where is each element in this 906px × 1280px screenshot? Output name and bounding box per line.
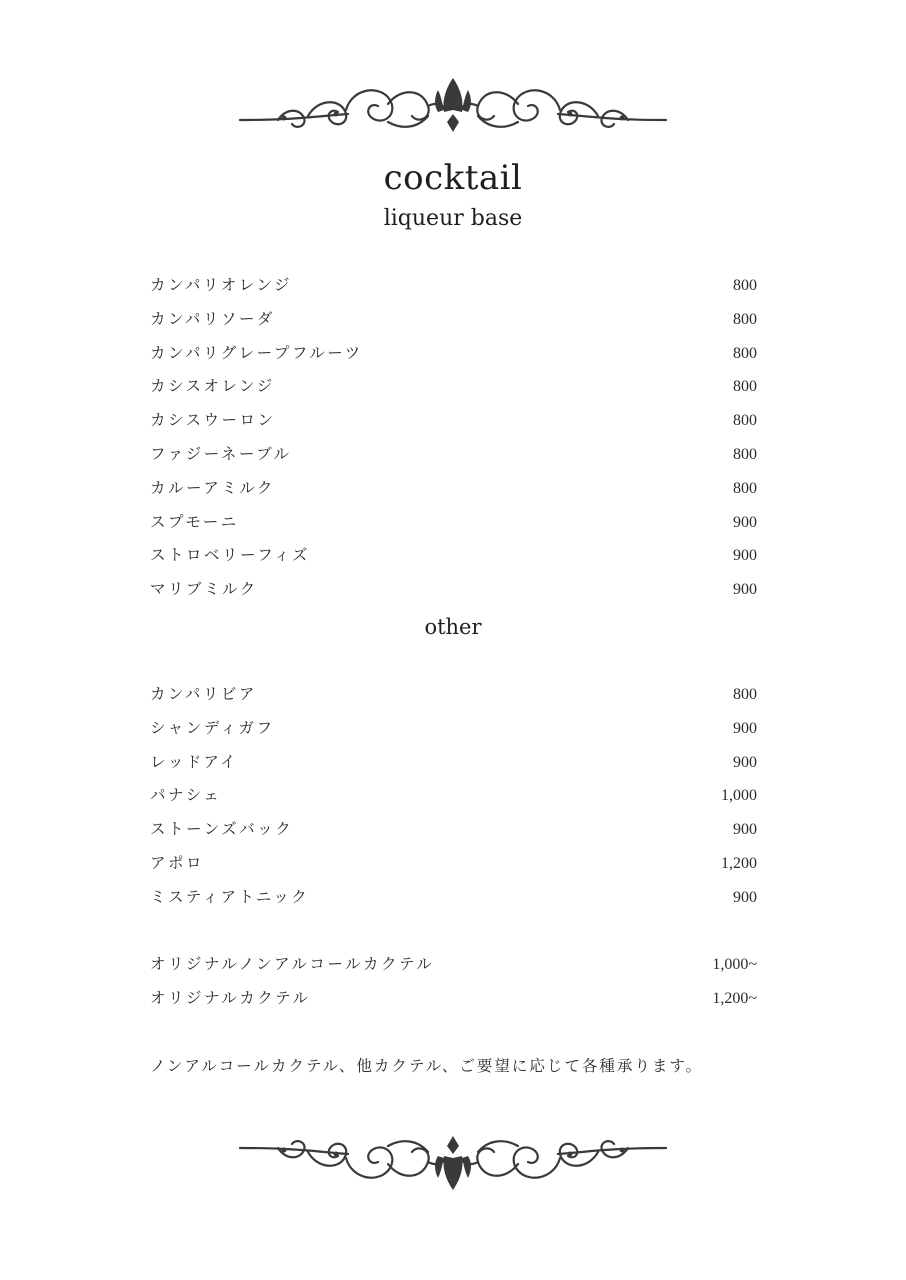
item-name: カシスウーロン (150, 411, 276, 430)
flourish-icon (238, 1128, 668, 1198)
item-price: 900 (733, 753, 757, 771)
list-item (150, 779, 760, 813)
list-item (150, 813, 760, 847)
top-ornament (238, 70, 668, 140)
list-item (150, 881, 760, 915)
item-price: 900 (733, 581, 757, 599)
item-price: 900 (733, 888, 757, 906)
list-item (150, 539, 760, 573)
list-item (150, 746, 760, 780)
item-price: 800 (733, 479, 757, 497)
list-item (150, 472, 760, 506)
item-name: カルーアミルク (150, 478, 275, 497)
list-item (150, 370, 760, 404)
bottom-ornament (238, 1128, 668, 1198)
item-price: 900 (733, 513, 757, 531)
list-item (150, 337, 760, 371)
item-price: 900 (733, 821, 757, 839)
item-name: ミスティアトニック (150, 887, 310, 906)
item-name: マリブミルク (150, 580, 258, 599)
item-name: カンパリソーダ (150, 309, 275, 328)
flourish-icon (238, 70, 668, 140)
other-list (150, 678, 760, 915)
item-price: 900 (733, 547, 757, 565)
item-price: 1,000~ (712, 956, 757, 973)
list-item (150, 303, 760, 337)
list-item (150, 404, 760, 438)
item-name: カンパリビア (150, 685, 257, 703)
item-price: 800 (733, 445, 757, 463)
liqueur-base-list (150, 269, 760, 607)
item-name: オリジナルカクテル (150, 988, 311, 1007)
item-price: 800 (733, 412, 757, 430)
item-name: アポロ (150, 853, 205, 872)
item-name: カシスオレンジ (150, 377, 275, 396)
item-price: 800 (733, 277, 757, 294)
item-name: ストーンズバック (150, 820, 294, 839)
item-name: カンパリグレープフルーツ (150, 343, 363, 362)
list-item (150, 948, 760, 982)
menu-title: cocktail (383, 158, 523, 198)
item-price: 900 (733, 719, 757, 737)
item-name: ストロベリーフィズ (150, 546, 310, 565)
list-item (150, 712, 760, 746)
item-name: ファジーネーブル (150, 444, 292, 463)
item-name: カンパリオレンジ (150, 276, 292, 294)
item-price: 800 (733, 378, 757, 396)
list-item (150, 269, 760, 303)
item-price: 1,000 (721, 787, 757, 805)
item-price: 800 (733, 344, 757, 362)
item-price: 1,200~ (712, 989, 757, 1007)
item-price: 800 (733, 686, 757, 703)
list-item (150, 438, 760, 472)
list-item (150, 506, 760, 540)
list-item (150, 847, 760, 881)
item-name: シャンディガフ (150, 718, 275, 737)
item-name: パナシェ (150, 786, 222, 805)
menu-subtitle: liqueur base (383, 206, 523, 231)
list-item (150, 678, 760, 712)
list-item (150, 573, 760, 607)
section-title-other: other (424, 615, 482, 639)
list-item (150, 982, 760, 1016)
item-price: 1,200 (721, 854, 757, 872)
item-price: 800 (733, 310, 757, 328)
item-name: スプモーニ (150, 512, 239, 531)
item-name: レッドアイ (150, 752, 238, 771)
menu-note: ノンアルコールカクテル、他カクテル、ご要望に応じて各種承ります。 (150, 1057, 704, 1075)
item-name: オリジナルノンアルコールカクテル (150, 955, 435, 973)
original-list (150, 948, 760, 1016)
